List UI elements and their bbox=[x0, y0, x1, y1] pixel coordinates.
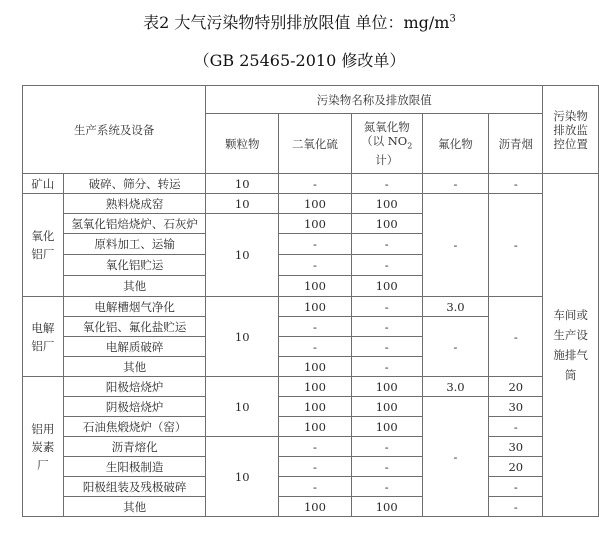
fluoride-cell: - bbox=[422, 174, 489, 194]
group-mine: 矿山 bbox=[23, 174, 64, 194]
monitoring-location bbox=[543, 174, 599, 517]
group-line: 厂 bbox=[37, 457, 49, 472]
so2-cell: - bbox=[279, 255, 352, 276]
equipment-cell: 熟料烧成窑 bbox=[63, 194, 205, 214]
asphalt-cell: 20 bbox=[489, 457, 543, 477]
equipment-cell: 其他 bbox=[63, 276, 205, 297]
nox-cell: - bbox=[351, 437, 422, 457]
header-particulate: 颗粒物 bbox=[206, 114, 279, 174]
header-nox-text: （以 NO bbox=[361, 133, 408, 148]
asphalt-cell: - bbox=[489, 497, 543, 517]
equipment-cell: 电解槽烟气净化 bbox=[63, 297, 205, 317]
location-line: 生产设 bbox=[553, 328, 588, 342]
so2-cell: 100 bbox=[279, 297, 352, 317]
table-row bbox=[23, 437, 599, 457]
header-location-line: 排放监 bbox=[553, 122, 588, 137]
particulate-cell: 10 bbox=[206, 297, 279, 377]
table-row bbox=[23, 297, 599, 317]
so2-cell: - bbox=[279, 337, 352, 357]
nox-cell: - bbox=[351, 317, 422, 337]
fluoride-cell: 3.0 bbox=[422, 297, 489, 317]
group-line: 电解 bbox=[31, 320, 55, 335]
so2-cell: 100 bbox=[279, 194, 352, 214]
asphalt-cell: - bbox=[489, 297, 543, 377]
equipment-cell: 石油焦煅烧炉（窑） bbox=[63, 417, 205, 437]
nox-cell: 100 bbox=[351, 497, 422, 517]
equipment-cell: 氧化铝、氟化盐贮运 bbox=[63, 317, 205, 337]
equipment-cell: 阳极组装及残极破碎 bbox=[63, 477, 205, 497]
particulate-cell: 10 bbox=[206, 214, 279, 297]
equipment-cell: 阳极焙烧炉 bbox=[63, 377, 205, 397]
table-row bbox=[23, 377, 599, 397]
header-system: 生产系统及设备 bbox=[23, 86, 206, 174]
nox-cell: - bbox=[351, 174, 422, 194]
asphalt-cell: 20 bbox=[489, 377, 543, 397]
asphalt-cell: 30 bbox=[489, 397, 543, 417]
equipment-cell: 沥青熔化 bbox=[63, 437, 205, 457]
table-row bbox=[23, 174, 599, 194]
table-title bbox=[0, 10, 599, 33]
group-carbon bbox=[23, 377, 64, 517]
nox-cell: - bbox=[351, 477, 422, 497]
table-row bbox=[23, 457, 599, 477]
nox-cell: - bbox=[351, 234, 422, 255]
header-nox-line: 氮氧化物 bbox=[363, 119, 410, 134]
header-row bbox=[23, 86, 599, 114]
fluoride-cell: 3.0 bbox=[422, 377, 489, 397]
nox-cell: 100 bbox=[351, 214, 422, 234]
equipment-cell: 氧化铝贮运 bbox=[63, 255, 205, 276]
table-row bbox=[23, 417, 599, 437]
header-location bbox=[543, 86, 599, 174]
group-line: 铝厂 bbox=[31, 338, 55, 353]
group-line: 铝用 bbox=[31, 421, 55, 436]
equipment-cell: 原料加工、运输 bbox=[63, 234, 205, 255]
asphalt-cell: - bbox=[489, 417, 543, 437]
emission-limits-table bbox=[22, 85, 599, 517]
equipment-cell: 电解质破碎 bbox=[63, 337, 205, 357]
asphalt-cell: - bbox=[489, 194, 543, 297]
nox-cell: - bbox=[351, 457, 422, 477]
equipment-cell: 生阳极制造 bbox=[63, 457, 205, 477]
nox-cell: 100 bbox=[351, 276, 422, 297]
header-so2: 二氧化硫 bbox=[279, 114, 352, 174]
equipment-cell: 其他 bbox=[63, 497, 205, 517]
so2-cell: 100 bbox=[279, 497, 352, 517]
table-row bbox=[23, 477, 599, 497]
group-line: 炭素 bbox=[31, 439, 55, 454]
so2-cell: - bbox=[279, 174, 352, 194]
so2-cell: - bbox=[279, 234, 352, 255]
so2-cell: - bbox=[279, 457, 352, 477]
so2-cell: - bbox=[279, 437, 352, 457]
equipment-cell: 氢氧化铝焙烧炉、石灰炉 bbox=[63, 214, 205, 234]
nox-cell: 100 bbox=[351, 377, 422, 397]
particulate-cell: 10 bbox=[206, 437, 279, 517]
group-alumina bbox=[23, 194, 64, 297]
location-line: 车间或 bbox=[553, 308, 588, 322]
nox-cell: - bbox=[351, 357, 422, 377]
header-pollutant-group: 污染物名称及排放限值 bbox=[206, 86, 543, 114]
particulate-cell: 10 bbox=[206, 194, 279, 214]
asphalt-cell: - bbox=[489, 174, 543, 194]
so2-cell: 100 bbox=[279, 397, 352, 417]
header-nox-line: 计） bbox=[375, 153, 399, 168]
nox-cell: - bbox=[351, 337, 422, 357]
table-title-text: 表2 大气污染物特别排放限值 单位：mg/m bbox=[143, 13, 450, 32]
table-row bbox=[23, 497, 599, 517]
nox-cell: 100 bbox=[351, 194, 422, 214]
header-fluoride: 氟化物 bbox=[422, 114, 489, 174]
fluoride-cell: - bbox=[422, 397, 489, 517]
fluoride-cell: - bbox=[422, 317, 489, 377]
table-row bbox=[23, 194, 599, 214]
nox-cell: - bbox=[351, 255, 422, 276]
asphalt-cell: 30 bbox=[489, 437, 543, 457]
group-line: 氧化 bbox=[31, 229, 55, 243]
equipment-cell: 其他 bbox=[63, 357, 205, 377]
asphalt-cell: - bbox=[489, 477, 543, 497]
header-location-line: 控位置 bbox=[553, 136, 588, 151]
unit-superscript: 3 bbox=[449, 13, 456, 25]
location-line: 筒 bbox=[564, 368, 577, 382]
so2-cell: 100 bbox=[279, 417, 352, 437]
equipment-cell: 破碎、筛分、转运 bbox=[63, 174, 205, 194]
particulate-cell: 10 bbox=[206, 174, 279, 194]
fluoride-cell: - bbox=[422, 194, 489, 297]
header-location-line: 污染物 bbox=[553, 108, 588, 123]
so2-cell: 100 bbox=[279, 214, 352, 234]
header-nox-line bbox=[352, 134, 422, 153]
so2-cell: 100 bbox=[279, 377, 352, 397]
so2-cell: 100 bbox=[279, 357, 352, 377]
so2-cell: - bbox=[279, 317, 352, 337]
nox-cell: 100 bbox=[351, 397, 422, 417]
header-asphalt: 沥青烟 bbox=[489, 114, 543, 174]
so2-cell: - bbox=[279, 477, 352, 497]
header-nox bbox=[351, 114, 422, 174]
group-line: 铝厂 bbox=[31, 247, 55, 261]
so2-cell: 100 bbox=[279, 276, 352, 297]
location-line: 施排气 bbox=[553, 348, 588, 362]
group-electrolysis bbox=[23, 297, 64, 377]
nox-cell: 100 bbox=[351, 417, 422, 437]
table-subtitle: （GB 25465-2010 修改单） bbox=[193, 51, 406, 70]
particulate-cell: 10 bbox=[206, 377, 279, 437]
equipment-cell: 阴极焙烧炉 bbox=[63, 397, 205, 417]
table-row bbox=[23, 397, 599, 417]
header-nox-subscript: 2 bbox=[407, 141, 413, 151]
nox-cell: - bbox=[351, 297, 422, 317]
